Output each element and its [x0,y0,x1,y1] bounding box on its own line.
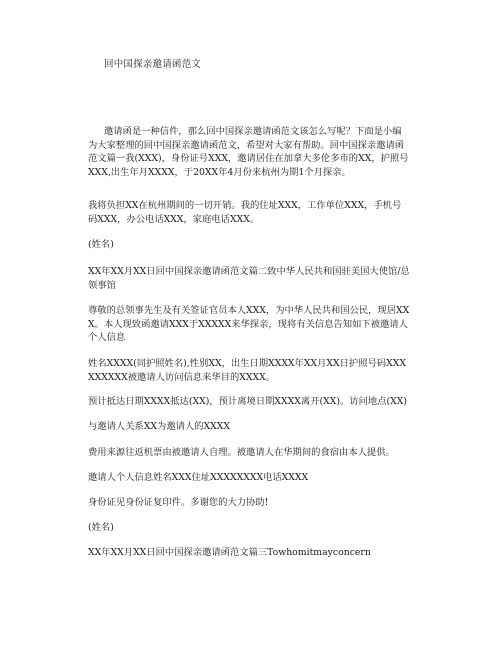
paragraph-relationship: 与邀请人关系XX为邀请人的XXXX [88,421,230,432]
paragraph-expenses: 我将负担XX在杭州期间的一切开销。我的住址XXX，工作单位XXX，手机号码XXX，办公电话XXX，家庭电话XXX。 [88,200,402,225]
document-title: 回中国探亲邀请函范文 [104,59,202,70]
paragraph-signature-1: (姓名) [88,239,114,250]
paragraph-expense-source: 费用来源往返机票由被邀请人自理。被邀请人在华期间的食宿由本人提供。 [88,447,395,458]
paragraph-letter-2-heading: XX年XX月XX日回中国探亲邀请函范文篇二致中华人民共和国驻美国大使馆/总领事馆 [88,266,410,291]
paragraph-consul-greeting: 尊敬的总领事先生及有关签证官员本人XXX，为中华人民共和国公民，现居XXX。本人现致函邀请XXX于XXXXX来华探亲，现将有关信息告知如下被邀请人个人信息 [88,305,410,344]
paragraph-inviter-info: 邀请人个人信息姓名XXX住址XXXXXXXX电话XXXX [88,472,309,483]
paragraph-intro: 邀请函是一种信件，那么回中国探亲邀请函范文该怎么写呢？下面是小编为大家整理的回中国探亲邀请函范文，希望对大家有帮助。回中国探亲邀请函范文篇一我(XXX)，身份证号XXX，邀请居住在加拿大多伦多市的XX，护照号XXX,出生年月XXXX，于20XX年4月份来杭州为期1个月探亲。 [88,126,409,178]
paragraph-letter-3-heading: XX年XX月XX日回中国探亲邀请函范文篇三Towhomitmayconcern [88,547,371,558]
paragraph-visit-dates: 预计抵达日期XXXX抵达(XX)，预计离境日期XXXX离开(XX)。访问地点(XX) [88,396,407,407]
paragraph-invitee-info: 姓名XXXX(同护照姓名),性别XX，出生日期XXXX年XX月XX日护照号码XXXXXXXXX被邀请人访问信息来华目的XXXX。 [88,358,406,383]
paragraph-signature-2: (姓名) [88,522,114,533]
paragraph-thanks: 身份证见身份证复印件。多谢您的大力协助! [88,497,269,508]
